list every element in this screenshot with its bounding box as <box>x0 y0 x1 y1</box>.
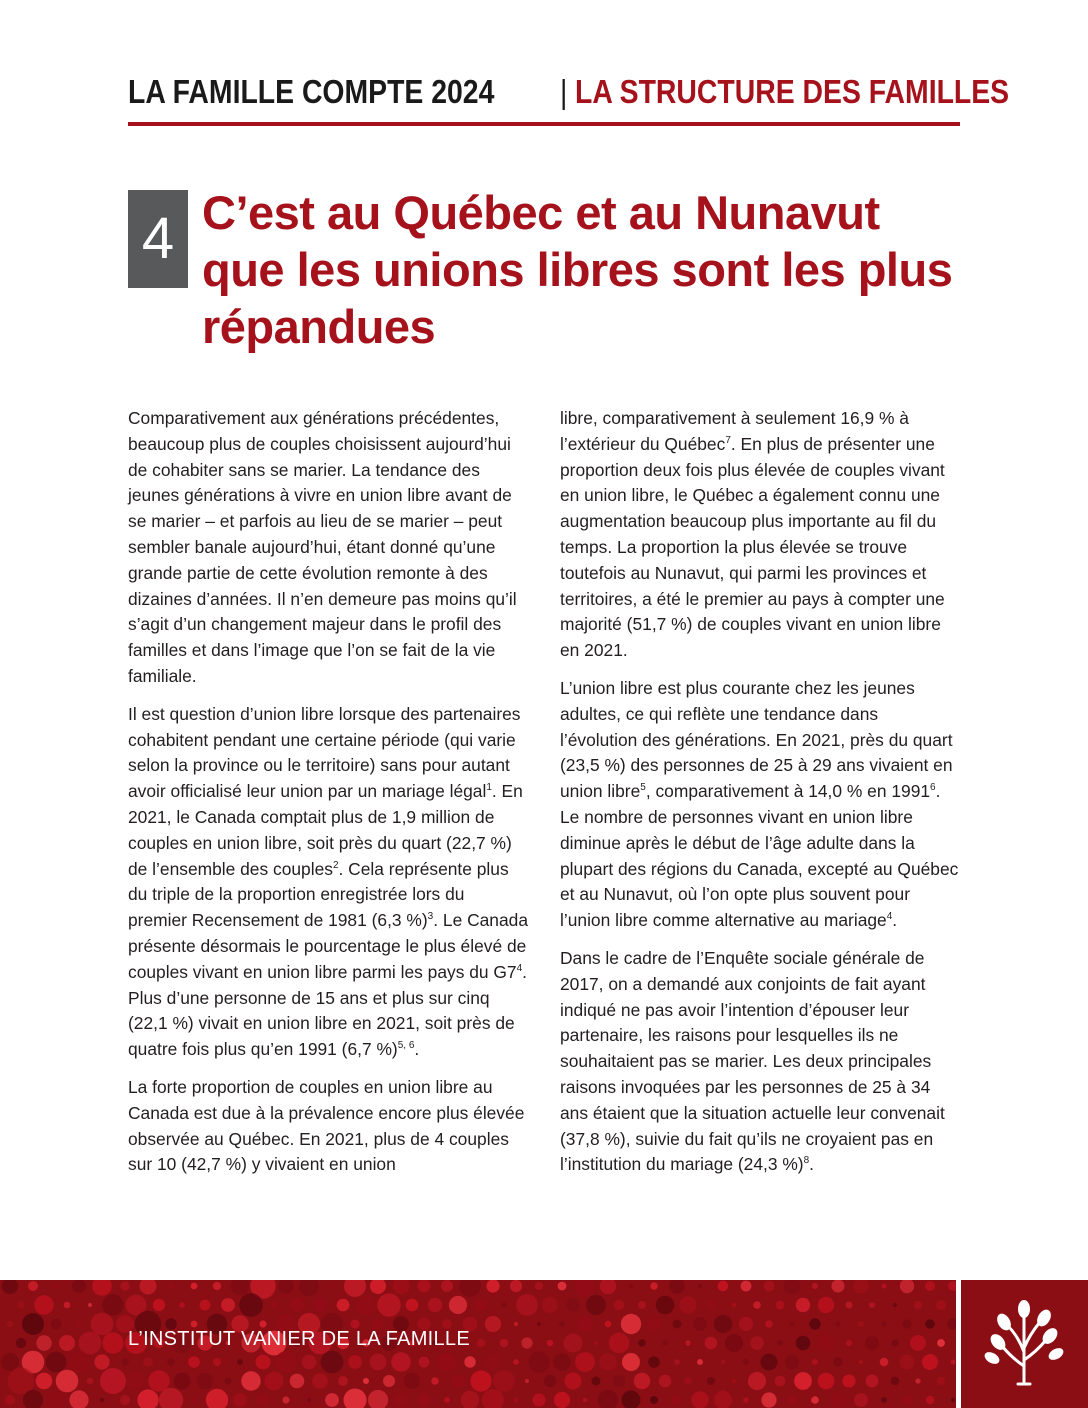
footnote-ref: 3 <box>427 911 434 923</box>
header-separator: | <box>560 73 568 110</box>
footnote-ref: 1 <box>486 782 492 794</box>
tree-icon <box>978 1296 1070 1388</box>
section-number-badge: 4 <box>128 190 188 288</box>
paragraph: Comparativement aux générations précédentes, beaucoup plus de couples choisissent aujourd’hui de cohabiter sans se marier. La tendance des jeunes générations à vivre en union libre avant de se marier – et parfois au lieu de se marier – peut sembler banale aujourd’hui, étant donné qu’une grande partie de cette évolution remonte à des dizaines d’années. Il n’en demeure pas moins qu’il s’agit d’un changement majeur dans le profil des familles et dans l’image que l’on se fait de la vie familiale. <box>128 408 517 686</box>
left-text-column <box>128 406 528 1190</box>
running-header <box>128 72 1009 126</box>
footnote-ref: 5, 6 <box>397 1040 415 1052</box>
footer-divider <box>956 1280 961 1408</box>
footer-organization-name: L’INSTITUT VANIER DE LA FAMILLE <box>128 1328 470 1350</box>
paragraph: La forte proportion de couples en union libre au Canada est due à la prévalence encore plus élevée observée au Québec. En 2021, plus de 4 couples sur 10 (42,7 %) y vivaient en union <box>128 1076 525 1175</box>
right-text-column <box>560 406 960 1190</box>
footnote-ref: 8 <box>803 1155 810 1167</box>
paragraph: Dans le cadre de l’Enquête sociale générale de 2017, on a demandé aux conjoints de fait ayant indiqué ne pas avoir l’intention d’épouser leur partenaire, les raisons pour lesquelles ils ne souhaitaient pas se marier. Les deux principales raisons invoquées par les personnes de 25 à 34 ans étaient que la situation actuelle leur convenait (37,8 %), suivie du fait qu’ils ne croyaient pas en l’institution du mariage (24,3 %)$^8$. <box>560 947 945 1175</box>
footnote-ref: 6 <box>930 782 936 794</box>
paragraph: libre, comparativement à seulement 16,9 % à l’extérieur du Québec$^7$. En plus de présenter une proportion deux fois plus élevée de couples vivant en union libre, le Québec a également connu une augmentation beaucoup plus importante au fil du temps. La proportion la plus élevée se trouve toutefois au Nunavut, qui parmi les provinces et territoires, a été le premier au pays à compter une majorité (51,7 %) de couples vivant en union libre en 2021. <box>560 408 945 661</box>
footnote-ref: 5 <box>640 782 646 794</box>
header-publication-title: LA FAMILLE COMPTE 2024 <box>128 73 495 110</box>
header-section-title: LA STRUCTURE DES FAMILLES <box>574 73 1009 110</box>
paragraph: L’union libre est plus courante chez les jeunes adultes, ce qui reflète une tendance dans l’évolution des générations. En 2021, près du quart (23,5 %) des personnes de 25 à 29 ans vivaient en union libre$^5$, comparativement à 14,0 % en 1991$^6$. Le nombre de personnes vivant en union libre diminue après le début de l’âge adulte dans la plupart des régions du Canada, excepté au Québec et au Nunavut, où l’on opte plus souvent pour l’union libre comme alternative au mariage$^4$. <box>560 677 959 931</box>
paragraph: Il est question d’union libre lorsque des partenaires cohabitent pendant une certaine période (qui varie selon la province ou le territoire) sans pour autant avoir officialisé leur union par un mariage légal$^1$. En 2021, le Canada comptait plus de 1,9 million de couples en union libre, soit près du quart (22,7 %) de l’ensemble des couples$^2$. Cela représente plus du triple de la proportion enregistrée lors du premier Recensement de 1981 (6,3 %)$^3$. Le Canada présente désormais le pourcentage le plus élevé de couples vivant en union libre parmi les pays du $G7^4$. Plus d’une personne de 15 ans et plus sur cinq (22,1 %) vivait en union libre en 2021, soit près de quatre fois plus qu’en 1991 (6,7 %)$^{5, 6}$. <box>128 703 528 1060</box>
footnote-ref: 2 <box>332 859 339 871</box>
footnote-ref: 7 <box>725 435 731 446</box>
page-title: C’est au Québec et au Nunavut que les unions libres sont les plus répandues <box>202 186 953 353</box>
footnote-ref: 4 <box>886 911 893 923</box>
footnote-ref: 4 <box>516 962 523 974</box>
